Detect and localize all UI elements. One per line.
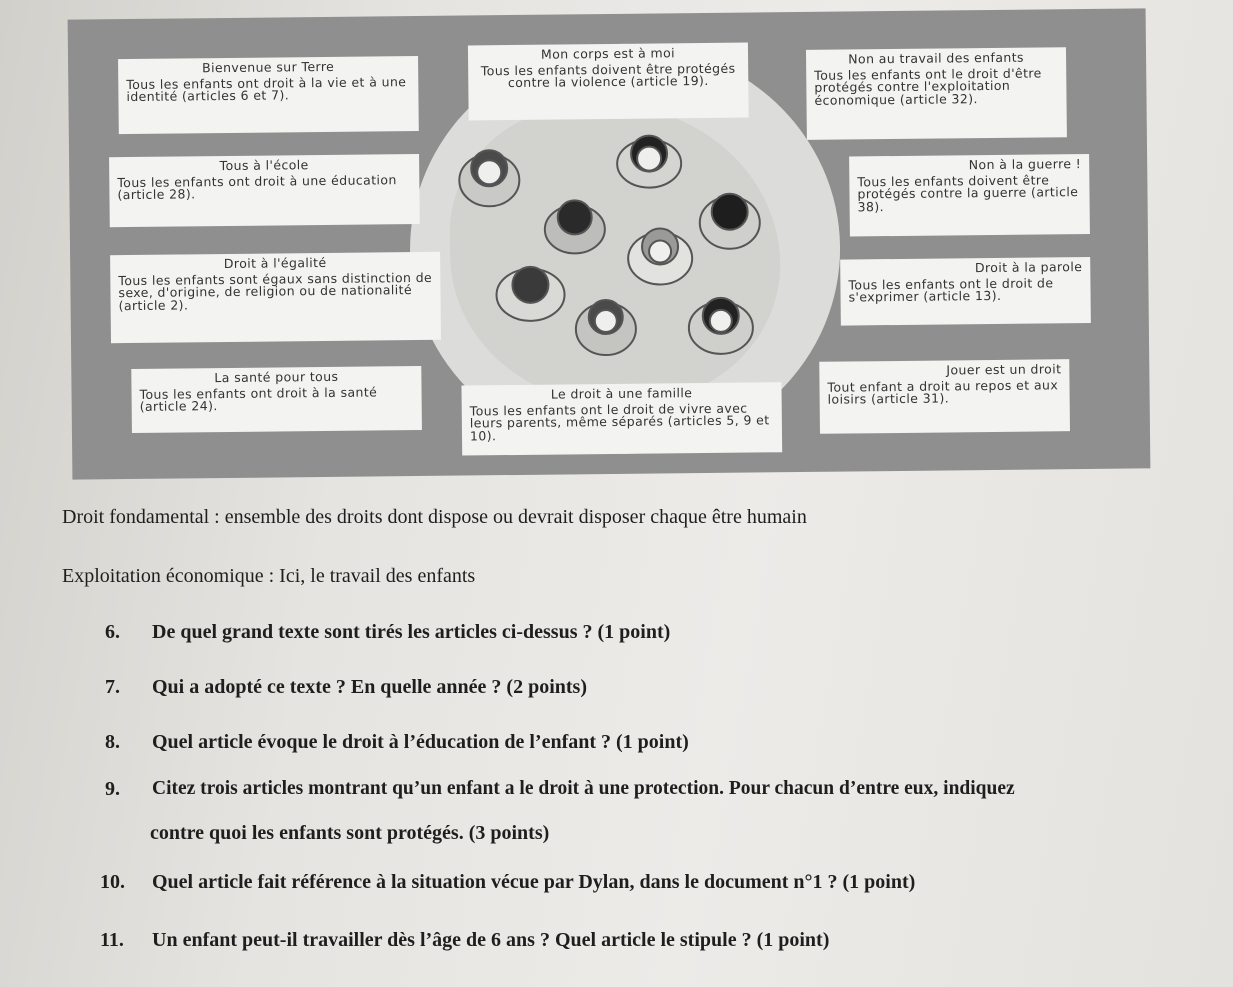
right-box-title: Non à la guerre ! [968,156,1082,173]
right-box-body: Tous les enfants ont droit à une éducation (article 28). [117,171,397,203]
question-text: Quel article évoque le droit à l’éducation de l’enfant ? (1 point) [152,731,689,753]
right-box-speech [840,257,1091,326]
question-number: 7. [105,676,120,698]
right-box-health [131,366,422,433]
question-text: De quel grand texte sont tirés les articles ci-dessus ? (1 point) [152,621,671,643]
right-box-body: Tous les enfants doivent être protégés contre la guerre (article 38). [857,171,1079,214]
right-box-title: Droit à l'égalité [223,254,327,272]
question-text: Un enfant peut-il travailler dès l’âge de 6 ans ? Quel article le stipule ? (1 point) [152,929,830,951]
right-box-body: Tous les enfants ont droit à la vie et à une identité (articles 6 et 7). [126,73,407,105]
right-box-equality [110,252,441,343]
right-box-body-safety [468,43,749,121]
right-box-body: Tous les enfants doivent être protégés contre la violence (article 19). [480,60,736,91]
question-number: 8. [105,731,120,753]
child-figure [628,228,693,285]
right-box-life [118,56,419,134]
child-figure [617,135,682,188]
question-number: 11. [100,929,124,951]
right-box-war [849,154,1090,237]
right-box-title: Non au travail des enfants [848,49,1024,67]
right-box-title: La santé pour tous [214,368,339,386]
question-text: Qui a adopté ce texte ? En quelle année ? (2 points) [152,676,587,698]
child-figure [576,300,637,356]
child-figure [496,266,565,321]
question-number: 6. [105,621,120,643]
child-figure [459,150,520,207]
right-box-body: Tous les enfants ont le droit de vivre avec leurs parents, même séparés (articles 5, 9 et 10). [469,400,770,443]
right-box-title: Bienvenue sur Terre [202,58,335,76]
question-text: Quel article fait référence à la situation vécue par Dylan, dans le document n°1 ? (1 point) [152,871,916,893]
right-box-body: Tous les enfants ont le droit d'être protégés contre l'exploitation économique (article 32). [814,64,1042,108]
right-box-title: Tous à l'école [219,157,309,174]
question-text: Citez trois articles montrant qu’un enfant a le droit à une protection. Pour chacun d’entre eux, indiquez [152,778,1015,799]
question-number: 10. [100,871,125,893]
right-box-title: Droit à la parole [974,259,1083,276]
definition-economic-exploitation: Exploitation économique : Ici, le travail des enfants [62,565,476,587]
right-box-child-labour [806,47,1067,140]
question-number: 9. [105,778,120,800]
right-box-family [461,382,782,455]
right-box-body: Tous les enfants sont égaux sans distinction de sexe, d'origine, de religion ou de nationalité (article 2). [118,269,433,313]
children-group-illustration [439,127,802,381]
child-figure [699,193,760,249]
definition-fundamental-right: Droit fondamental : ensemble des droits dont dispose ou devrait disposer chaque être humain [62,506,807,528]
child-figure [689,297,754,354]
right-box-school [109,154,420,227]
question-text-continued: contre quoi les enfants sont protégés. (3 points) [150,822,550,844]
right-box-play [819,359,1070,434]
right-box-title: Jouer est un droit [946,361,1062,378]
right-box-title: Le droit à une famille [550,385,693,402]
child-figure [545,200,606,254]
right-box-title: Mon corps est à moi [540,45,676,62]
childrens-rights-illustration [68,8,1151,479]
right-box-body: Tous les enfants ont droit à la santé (article 24). [139,383,378,414]
right-box-body: Tous les enfants ont le droit de s'exprimer (article 13). [848,274,1054,305]
right-box-body: Tout enfant a droit au repos et aux loisirs (article 31). [827,376,1059,407]
